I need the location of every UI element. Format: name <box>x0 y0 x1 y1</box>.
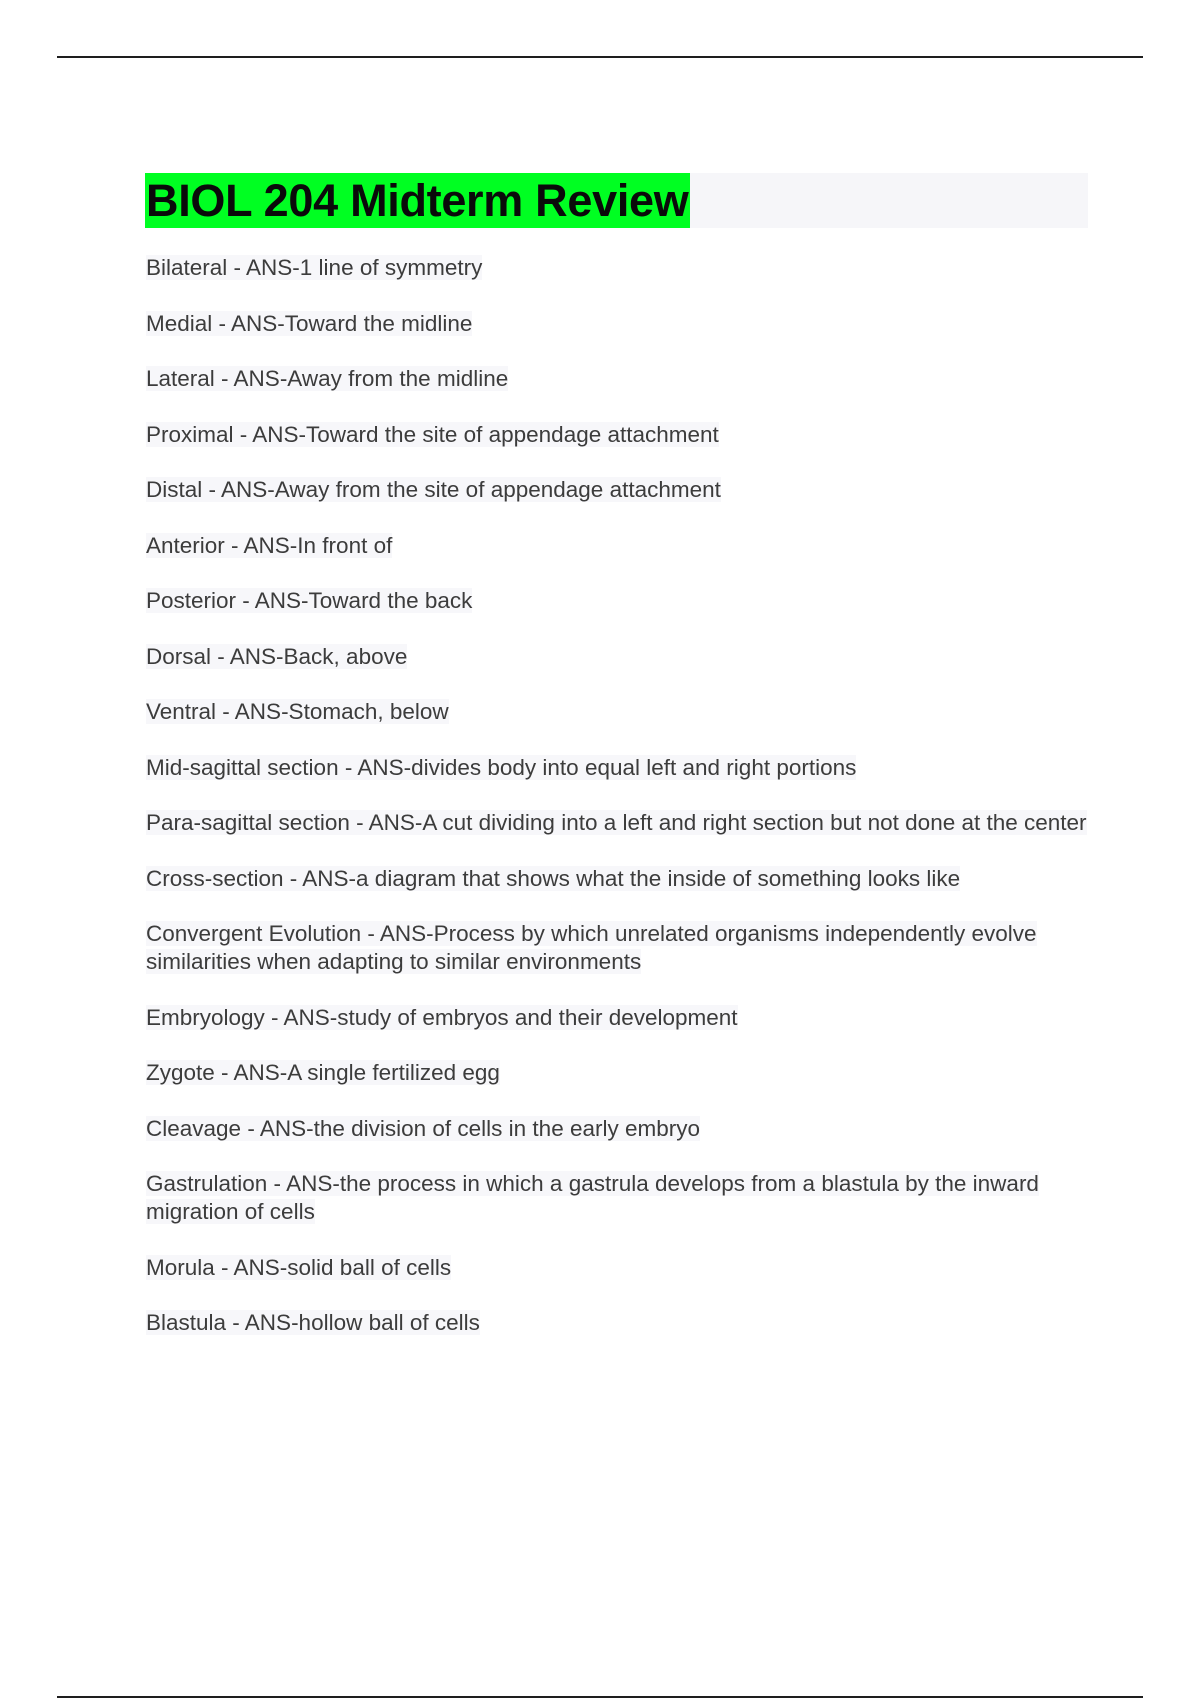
top-rule <box>57 56 1143 58</box>
list-item <box>146 421 1090 449</box>
list-item <box>146 1170 1090 1226</box>
list-item <box>146 920 1090 976</box>
list-item-text: Lateral - ANS-Away from the midline <box>146 366 509 391</box>
list-item <box>146 643 1090 671</box>
list-item-text: Ventral - ANS-Stomach, below <box>146 699 449 724</box>
list-item-text: Blastula - ANS-hollow ball of cells <box>146 1310 480 1335</box>
list-item-text: Morula - ANS-solid ball of cells <box>146 1254 452 1280</box>
list-item-text: Anterior - ANS-In front of <box>146 532 393 558</box>
list-item-text: Distal - ANS-Away from the site of appendage attachment <box>146 477 721 502</box>
list-item <box>146 254 1090 282</box>
list-item-text: Proximal - ANS-Toward the site of appendage attachment <box>146 421 719 447</box>
page-title: BIOL 204 Midterm Review <box>146 175 689 226</box>
list-item-text: Gastrulation - ANS-the process in which a gastrula develops from a blastula by the inward migration of cells <box>146 1171 1039 1224</box>
list-item-text: Zygote - ANS-A single fertilized egg <box>146 1060 500 1085</box>
list-item-text: Embryology - ANS-study of embryos and their development <box>146 1004 738 1030</box>
list-item <box>146 1004 1090 1032</box>
list-item-text: Convergent Evolution - ANS-Process by which unrelated organisms independently evolve similarities when adapting to similar environments <box>146 921 1037 974</box>
list-item-text: Mid-sagittal section - ANS-divides body into equal left and right portions <box>146 754 857 780</box>
list-item <box>146 532 1090 560</box>
list-item-text: Posterior - ANS-Toward the back <box>146 588 473 613</box>
list-item <box>146 1254 1090 1282</box>
bottom-rule <box>57 1696 1143 1698</box>
list-item <box>146 698 1090 726</box>
list-item-text: Cross-section - ANS-a diagram that shows what the inside of something looks like <box>146 865 961 891</box>
list-item <box>146 865 1090 893</box>
list-item-text: Medial - ANS-Toward the midline <box>146 310 473 336</box>
list-item <box>146 365 1090 393</box>
list-item <box>146 310 1090 338</box>
list-item <box>146 1059 1090 1087</box>
list-item <box>146 476 1090 504</box>
list-item-text: Cleavage - ANS-the division of cells in the early embryo <box>146 1115 701 1141</box>
list-item-text: Dorsal - ANS-Back, above <box>146 643 408 669</box>
list-item-text: Bilateral - ANS-1 line of symmetry <box>146 255 483 280</box>
review-list <box>146 254 1090 1365</box>
list-item <box>146 1309 1090 1337</box>
list-item <box>146 587 1090 615</box>
list-item <box>146 1115 1090 1143</box>
list-item-text: Para-sagittal section - ANS-A cut dividing into a left and right section but not done at the center <box>146 810 1087 835</box>
list-item <box>146 809 1090 837</box>
list-item <box>146 754 1090 782</box>
